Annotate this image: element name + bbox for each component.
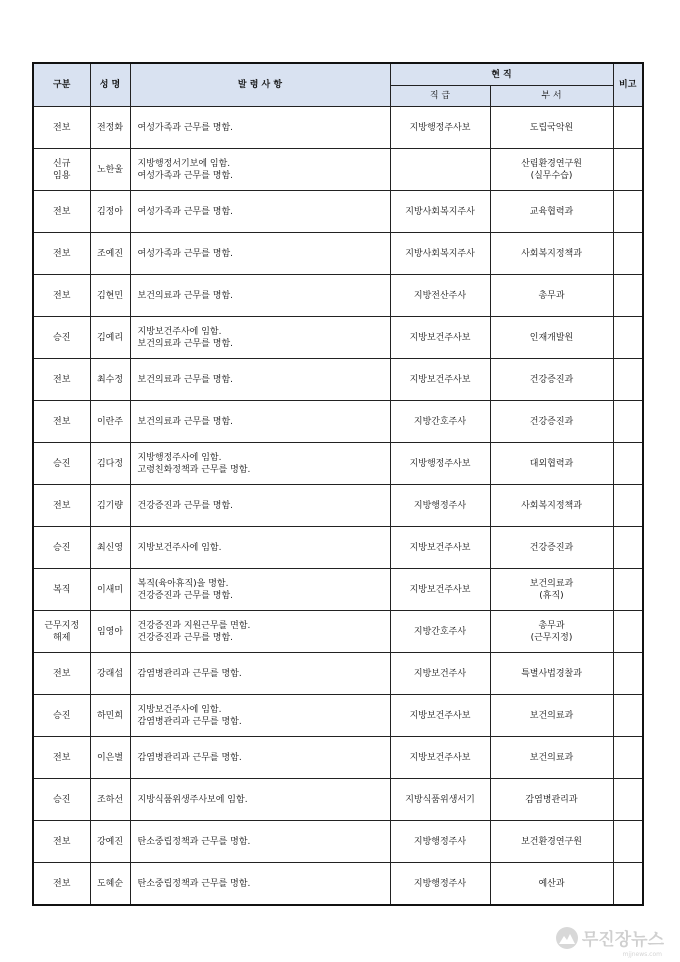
- cell-department-line: (실무수습): [530, 170, 573, 181]
- cell-department: [490, 191, 613, 233]
- cell-details-line: 보건의료과 근무를 명함.: [137, 416, 234, 427]
- cell-details-line: 지방행정주사에 임함.: [137, 452, 222, 463]
- cell-department: [490, 401, 613, 443]
- cell-details-line: 고령친화정책과 근무를 명함.: [137, 464, 251, 475]
- cell-department-line: 건강증진과: [529, 416, 574, 427]
- cell-department: [490, 107, 613, 149]
- cell-details-line: 지방행정서기보에 임함.: [137, 158, 231, 169]
- header-department: 부 서: [490, 86, 613, 107]
- cell-name: 이란주: [90, 401, 130, 443]
- table-row: [33, 191, 643, 233]
- cell-remarks: [613, 863, 643, 906]
- cell-details-line: 감염병관리과 근무를 명함.: [137, 716, 242, 727]
- cell-department-line: 예산과: [538, 878, 565, 889]
- header-details: 발 령 사 항: [130, 63, 390, 107]
- cell-name: 최신영: [90, 527, 130, 569]
- cell-rank: 지방간호주사: [390, 401, 490, 443]
- cell-details-line: 지방보건주사에 임함.: [137, 326, 222, 337]
- table-row: [33, 737, 643, 779]
- cell-remarks: [613, 821, 643, 863]
- cell-details-line: 탄소중립정책과 근무를 명함.: [137, 878, 251, 889]
- cell-category: [33, 443, 90, 485]
- table-header: [33, 63, 643, 107]
- cell-rank: 지방보건주사보: [390, 317, 490, 359]
- cell-rank: 지방보건주사보: [390, 695, 490, 737]
- cell-details-line: 보건의료과 근무를 명함.: [137, 338, 234, 349]
- cell-category-line: 승진: [53, 794, 71, 805]
- cell-department: [490, 443, 613, 485]
- cell-category-line: 전보: [53, 878, 71, 889]
- table-row: [33, 653, 643, 695]
- cell-category: [33, 611, 90, 653]
- cell-rank: 지방행정주사: [390, 821, 490, 863]
- cell-rank: [390, 149, 490, 191]
- watermark-text: 무진장뉴스: [581, 930, 664, 950]
- cell-category-line: 전보: [53, 374, 71, 385]
- cell-details: [130, 317, 390, 359]
- cell-department-line: 특별사법경찰과: [521, 668, 582, 679]
- cell-department: [490, 821, 613, 863]
- cell-details-line: 건강증진과 근무를 명함.: [137, 500, 234, 511]
- cell-category-line: 신규: [53, 158, 71, 169]
- cell-details: [130, 527, 390, 569]
- cell-rank: 지방간호주사: [390, 611, 490, 653]
- cell-category: [33, 779, 90, 821]
- cell-category-line: 전보: [53, 122, 71, 133]
- cell-rank: 지방사회복지주사: [390, 191, 490, 233]
- cell-details-line: 지방보건주사에 임함.: [137, 704, 222, 715]
- table-row: [33, 611, 643, 653]
- cell-category: [33, 653, 90, 695]
- cell-category: [33, 275, 90, 317]
- cell-rank: 지방보건주사: [390, 653, 490, 695]
- cell-department-line: 보건의료과: [529, 710, 574, 721]
- cell-details: [130, 821, 390, 863]
- cell-department: [490, 611, 613, 653]
- cell-rank: 지방행정주사보: [390, 107, 490, 149]
- cell-department: [490, 149, 613, 191]
- cell-details-line: 여성가족과 근무를 명함.: [137, 122, 234, 133]
- cell-remarks: [613, 275, 643, 317]
- cell-name: 이은별: [90, 737, 130, 779]
- cell-rank: 지방식품위생서기: [390, 779, 490, 821]
- cell-department-line: 감염병관리과: [525, 794, 578, 805]
- cell-remarks: [613, 611, 643, 653]
- cell-name: 김정아: [90, 191, 130, 233]
- cell-details-line: 여성가족과 근무를 명함.: [137, 248, 234, 259]
- cell-details-line: 지방식품위생주사보에 임함.: [137, 794, 248, 805]
- cell-department: [490, 233, 613, 275]
- cell-remarks: [613, 401, 643, 443]
- cell-category: [33, 233, 90, 275]
- cell-department-line: (휴직): [539, 590, 564, 601]
- cell-department: [490, 569, 613, 611]
- header-name: 성 명: [90, 63, 130, 107]
- cell-details-line: 여성가족과 근무를 명함.: [137, 206, 234, 217]
- cell-department-line: 보건의료과: [529, 578, 574, 589]
- cell-remarks: [613, 359, 643, 401]
- cell-remarks: [613, 191, 643, 233]
- cell-remarks: [613, 317, 643, 359]
- cell-remarks: [613, 569, 643, 611]
- cell-details-line: 건강증진과 근무를 명함.: [137, 590, 234, 601]
- cell-department-line: 보건의료과: [529, 752, 574, 763]
- cell-department-line: 교육협력과: [529, 206, 574, 217]
- cell-rank: 지방사회복지주사: [390, 233, 490, 275]
- table-body: [33, 107, 643, 906]
- cell-rank: 지방전산주사: [390, 275, 490, 317]
- cell-department-line: 총무과: [538, 290, 565, 301]
- table-row: [33, 233, 643, 275]
- cell-category-line: 전보: [53, 290, 71, 301]
- cell-category: [33, 149, 90, 191]
- cell-rank: 지방행정주사보: [390, 443, 490, 485]
- cell-name: 김예리: [90, 317, 130, 359]
- cell-department: [490, 695, 613, 737]
- cell-name: 조하선: [90, 779, 130, 821]
- cell-category: [33, 401, 90, 443]
- cell-remarks: [613, 485, 643, 527]
- cell-details: [130, 401, 390, 443]
- cell-category-line: 해제: [53, 632, 71, 643]
- cell-remarks: [613, 443, 643, 485]
- cell-category: [33, 191, 90, 233]
- table-row: [33, 359, 643, 401]
- cell-category-line: 임용: [53, 170, 71, 181]
- cell-remarks: [613, 149, 643, 191]
- cell-department-line: 보건환경연구원: [521, 836, 582, 847]
- cell-department-line: 사회복지정책과: [521, 248, 582, 259]
- table-row: [33, 485, 643, 527]
- table-row: [33, 779, 643, 821]
- cell-name: 임영아: [90, 611, 130, 653]
- cell-department: [490, 779, 613, 821]
- cell-details: [130, 653, 390, 695]
- cell-category-line: 전보: [53, 248, 71, 259]
- cell-details: [130, 485, 390, 527]
- table-row: [33, 149, 643, 191]
- cell-category-line: 승진: [53, 542, 71, 553]
- cell-category: [33, 569, 90, 611]
- cell-name: 하민희: [90, 695, 130, 737]
- cell-details-line: 탄소중립정책과 근무를 명함.: [137, 836, 251, 847]
- table-row: [33, 275, 643, 317]
- cell-category-line: 승진: [53, 332, 71, 343]
- cell-name: 전정화: [90, 107, 130, 149]
- cell-category: [33, 695, 90, 737]
- table-row: [33, 695, 643, 737]
- cell-details: [130, 695, 390, 737]
- watermark-logo: [556, 925, 664, 950]
- cell-category: [33, 737, 90, 779]
- cell-rank: 지방보건주사보: [390, 737, 490, 779]
- header-rank: 직 급: [390, 86, 490, 107]
- cell-details-line: 보건의료과 근무를 명함.: [137, 290, 234, 301]
- cell-department-line: 건강증진과: [529, 374, 574, 385]
- header-category: 구분: [33, 63, 90, 107]
- cell-remarks: [613, 779, 643, 821]
- cell-name: 노한울: [90, 149, 130, 191]
- cell-details-line: 감염병관리과 근무를 명함.: [137, 752, 242, 763]
- cell-details-line: 건강증진과 지원근무를 면함.: [137, 620, 251, 631]
- cell-category-line: 전보: [53, 752, 71, 763]
- cell-details-line: 감염병관리과 근무를 명함.: [137, 668, 242, 679]
- cell-rank: 지방보건주사보: [390, 527, 490, 569]
- cell-details: [130, 569, 390, 611]
- cell-category: [33, 485, 90, 527]
- cell-rank: 지방행정주사: [390, 485, 490, 527]
- cell-department: [490, 317, 613, 359]
- cell-details-line: 여성가족과 근무를 명함.: [137, 170, 234, 181]
- cell-details: [130, 359, 390, 401]
- cell-category-line: 전보: [53, 668, 71, 679]
- table-row: [33, 821, 643, 863]
- cell-department-line: 건강증진과: [529, 542, 574, 553]
- cell-category-line: 복직: [53, 584, 71, 595]
- cell-name: 김기량: [90, 485, 130, 527]
- cell-name: 강래섭: [90, 653, 130, 695]
- cell-remarks: [613, 527, 643, 569]
- cell-rank: 지방보건주사보: [390, 569, 490, 611]
- cell-rank: 지방보건주사보: [390, 359, 490, 401]
- cell-details: [130, 107, 390, 149]
- cell-remarks: [613, 737, 643, 779]
- cell-department-line: 인재개발원: [529, 332, 574, 343]
- cell-details-line: 지방보건주사에 임함.: [137, 542, 222, 553]
- cell-details: [130, 443, 390, 485]
- mountain-logo-icon: [556, 927, 578, 949]
- cell-details-line: 보건의료과 근무를 명함.: [137, 374, 234, 385]
- cell-rank: 지방행정주사: [390, 863, 490, 906]
- cell-remarks: [613, 695, 643, 737]
- cell-department-line: 산림환경연구원: [521, 158, 582, 169]
- table-row: [33, 569, 643, 611]
- cell-name: 이새미: [90, 569, 130, 611]
- cell-name: 도혜순: [90, 863, 130, 906]
- cell-category-line: 근무지정: [44, 620, 80, 631]
- cell-category: [33, 863, 90, 906]
- cell-department: [490, 863, 613, 906]
- cell-department-line: 사회복지정책과: [521, 500, 582, 511]
- cell-details: [130, 863, 390, 906]
- cell-details: [130, 779, 390, 821]
- cell-name: 김현민: [90, 275, 130, 317]
- table-row: [33, 401, 643, 443]
- cell-remarks: [613, 107, 643, 149]
- cell-department: [490, 737, 613, 779]
- cell-department: [490, 527, 613, 569]
- cell-department-line: (근무지정): [530, 632, 573, 643]
- cell-category: [33, 317, 90, 359]
- cell-category: [33, 359, 90, 401]
- table-row: [33, 107, 643, 149]
- cell-remarks: [613, 233, 643, 275]
- watermark-subtext: mjjnews.com: [622, 951, 662, 958]
- cell-category: [33, 107, 90, 149]
- table-row: [33, 317, 643, 359]
- cell-name: 강예진: [90, 821, 130, 863]
- table-row: [33, 443, 643, 485]
- cell-details: [130, 191, 390, 233]
- cell-details: [130, 275, 390, 317]
- cell-name: 조예진: [90, 233, 130, 275]
- cell-name: 최수정: [90, 359, 130, 401]
- cell-category-line: 승진: [53, 710, 71, 721]
- cell-details: [130, 149, 390, 191]
- cell-category: [33, 821, 90, 863]
- cell-name: 김다정: [90, 443, 130, 485]
- table-row: [33, 863, 643, 906]
- cell-category-line: 전보: [53, 500, 71, 511]
- cell-department-line: 총무과: [538, 620, 565, 631]
- header-current: 현 직: [390, 63, 613, 86]
- personnel-table: [32, 62, 644, 906]
- cell-details-line: 복직(육아휴직)을 명함.: [137, 578, 229, 589]
- cell-category-line: 전보: [53, 206, 71, 217]
- cell-details-line: 건강증진과 근무를 명함.: [137, 632, 234, 643]
- cell-department: [490, 275, 613, 317]
- cell-department: [490, 359, 613, 401]
- cell-category-line: 승진: [53, 458, 71, 469]
- cell-details: [130, 233, 390, 275]
- header-remarks: 비고: [613, 63, 643, 107]
- cell-department-line: 도립국악원: [529, 122, 574, 133]
- cell-department-line: 대외협력과: [529, 458, 574, 469]
- cell-details: [130, 611, 390, 653]
- cell-department: [490, 653, 613, 695]
- cell-category-line: 전보: [53, 836, 71, 847]
- table-row: [33, 527, 643, 569]
- cell-category: [33, 527, 90, 569]
- cell-remarks: [613, 653, 643, 695]
- cell-department: [490, 485, 613, 527]
- cell-details: [130, 737, 390, 779]
- cell-category-line: 전보: [53, 416, 71, 427]
